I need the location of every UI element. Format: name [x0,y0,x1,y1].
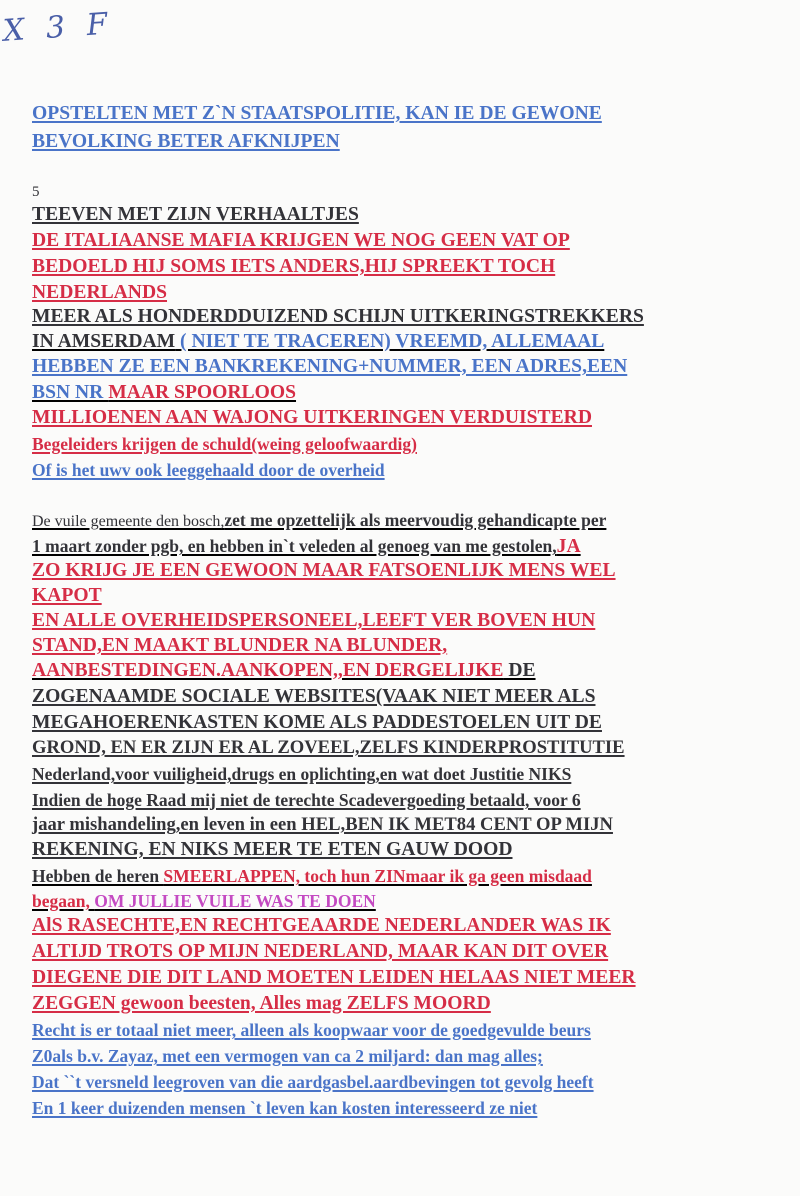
text-segment: REKENING, EN NIKS MEER TE ETEN GAUW DOOD [32,839,513,860]
text-segment: begaan, [32,891,95,911]
text-segment: TEEVEN MET ZIJN VERHAALTJES [32,204,359,225]
text-line [32,229,570,253]
text-line [32,914,611,938]
text-segment: Recht is er totaal niet meer, alleen als koopwaar voor de goedgevulde beurs [32,1020,591,1040]
text-segment: De vuile gemeente den bosch, [32,513,225,530]
text-segment: BSN NR [32,382,109,403]
text-segment: Begeleiders krijgen de schuld(weing geloofwaardig) [32,434,417,454]
text-segment: Indien de hoge Raad mij niet de terechte Scadevergoeding betaald, voor 6 [32,790,581,810]
text-line [32,736,625,760]
handwritten-mark: X 3 F [2,6,115,49]
text-line [32,381,296,405]
text-segment: zet me opzettelijk als meervoudig gehandicapte per [224,510,607,530]
text-line [32,305,644,329]
text-line [32,864,592,888]
text-line [32,508,606,534]
text-segment: OPSTELTEN MET Z`N STAATSPOLITIE, KAN IE DE GEWONE [32,103,602,124]
text-line [32,1070,594,1094]
text-segment: KAPOT [32,585,102,606]
text-segment: Hebben de heren [32,866,164,886]
text-line [32,559,616,583]
text-segment: EN ALLE OVERHEIDSPERSONEEL,LEEFT VER BOVEN HUN [32,610,596,631]
text-segment: JA [556,536,581,557]
text-segment: ZO KRIJG JE EEN GEWOON MAAR FATSOENLIJK MENS WEL [32,560,616,581]
text-line [32,458,385,482]
text-segment: En 1 keer duizenden mensen `t leven kan kosten interesseerd ze niet [32,1098,538,1118]
text-segment: DE [503,660,536,681]
text-segment: MILLIOENEN AAN WAJONG UITKERINGEN VERDUISTERD [32,407,592,428]
text-line [32,813,613,837]
text-line [32,1096,537,1120]
text-segment: AlS RASECHTE,EN RECHTGEAARDE NEDERLANDER WAS IK [32,915,611,936]
text-segment: NEDERLANDS [32,282,168,303]
text-line [32,203,359,227]
text-line [32,966,636,990]
text-line [32,102,602,126]
text-line [32,281,167,305]
text-line [32,130,340,154]
text-segment: Dat ``t versneld leegroven van die aardgasbel.aardbevingen tot gevolg heeft [32,1072,594,1092]
text-segment: HEBBEN ZE EEN BANKREKENING+NUMMER, EEN ADRES,EEN [32,356,628,377]
text-line [32,992,491,1016]
text-segment: SMEERLAPPEN, toch hun ZINmaar ik ga geen misdaad [163,866,592,886]
page-number: 5 [32,184,40,200]
text-segment: DIEGENE DIE DIT LAND MOETEN LEIDEN HELAAS NIET MEER [32,967,636,988]
text-segment: Z0als b.v. Zayaz, met een vermogen van ca 2 miljard: dan mag alles; [32,1046,543,1066]
text-line [32,355,627,379]
text-segment: ZOGENAAMDE SOCIALE WEBSITES(VAAK NIET MEER ALS [32,686,596,707]
text-line [32,889,376,913]
text-segment: MEER ALS HONDERDDUIZEND SCHIJN UITKERINGSTREKKERS [32,306,644,327]
text-line [32,762,571,786]
text-line [32,406,592,430]
text-line [32,838,513,862]
text-line [32,432,417,456]
text-segment: ( NIET TE TRACEREN) VREEMD, ALLEMAAL [175,331,605,352]
text-line [32,685,595,709]
text-line [32,255,555,279]
text-segment: Of is het uwv ook leeggehaald door de overheid [32,460,385,480]
text-segment: AANBESTEDINGEN.AANKOPEN,,EN DERGELIJKE [32,660,504,681]
text-segment: MAAR SPOORLOOS [108,382,297,403]
text-segment: MEGAHOERENKASTEN KOME ALS PADDESTOELEN UIT DE [32,712,602,733]
text-line [32,534,581,559]
text-segment: DE ITALIAANSE MAFIA KRIJGEN WE NOG GEEN VAT OP [32,230,570,251]
text-line [32,330,604,354]
text-line [32,788,581,812]
text-line [32,711,602,735]
text-segment: GROND, EN ER ZIJN ER AL ZOVEEL,ZELFS KINDERPROSTITUTIE [32,737,625,758]
text-segment: ALTIJD TROTS OP MIJN NEDERLAND, MAAR KAN DIT OVER [32,941,609,962]
text-segment: jaar mishandeling,en leven in een HEL,BEN IK MET84 CENT OP MIJN [32,814,613,835]
text-segment: IN AMSERDAM [32,331,176,352]
text-line [32,659,536,683]
text-segment: BEDOELD HIJ SOMS IETS ANDERS,HIJ SPREEKT TOCH [32,256,556,277]
text-segment: ZEGGEN gewoon beesten, Alles mag ZELFS MOORD [32,993,491,1014]
text-line [32,609,595,633]
text-line [32,1018,591,1042]
text-line [32,634,447,658]
text-segment: Nederland,voor vuiligheid,drugs en oplichting,en wat doet Justitie NIKS [32,764,572,784]
text-segment: OM JULLIE VUILE WAS TE DOEN [94,891,376,911]
text-line [32,1044,543,1068]
text-segment: BEVOLKING BETER AFKNIJPEN [32,131,340,152]
text-line [32,584,102,608]
text-segment: STAND,EN MAAKT BLUNDER NA BLUNDER, [32,635,448,656]
text-segment: 1 maart zonder pgb, en hebben in`t veleden al genoeg van me gestolen, [32,536,557,556]
text-line [32,940,608,964]
